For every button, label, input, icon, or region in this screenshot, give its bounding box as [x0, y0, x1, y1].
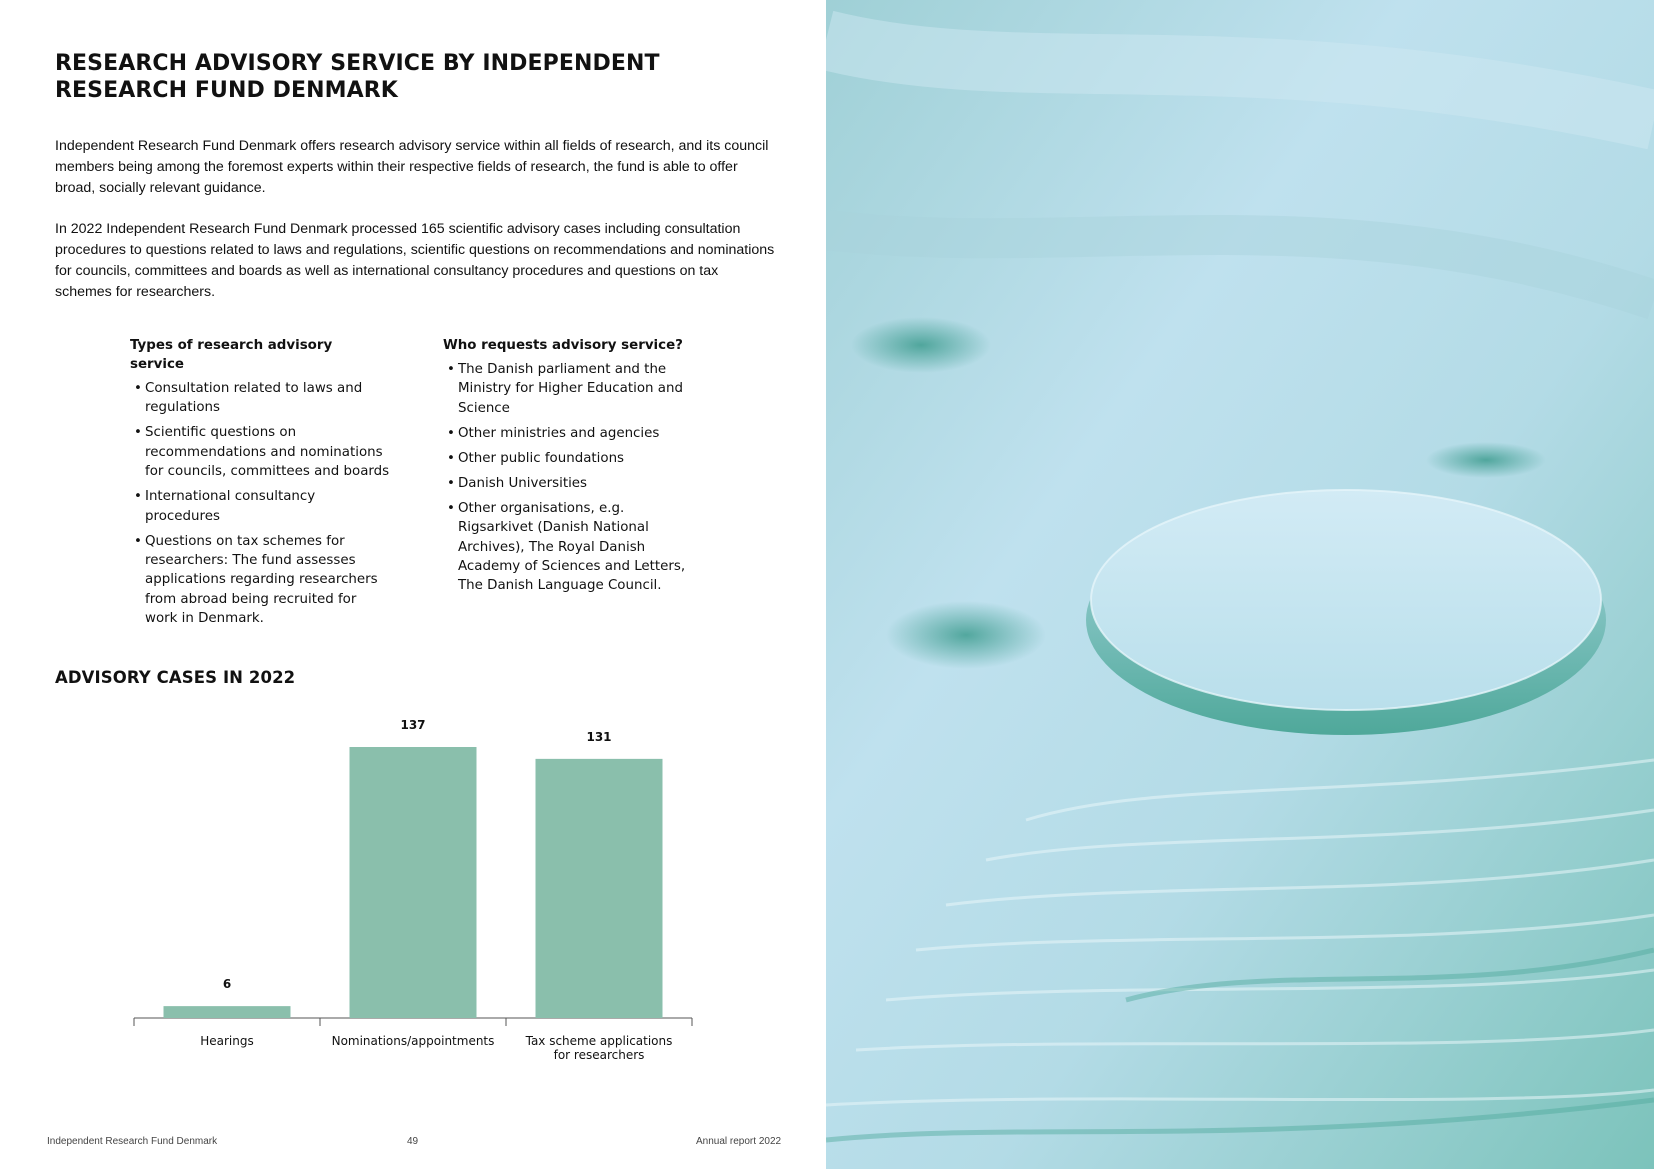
requesters-list-item: • Other organisations, e.g. Rigsarkivet (Danish National Archives), The Royal Danish Academy of Sciences and Letters, The Danish Language Council. [443, 499, 703, 596]
footer-page-number: 49 [407, 1136, 419, 1147]
types-list-item: • International consultancy procedures [130, 487, 390, 526]
category-label-1: Hearings [200, 1034, 254, 1048]
data-label-1: 6 [222, 977, 232, 992]
data-label-2: 137 [400, 718, 426, 732]
bar-3 [536, 759, 663, 1018]
requesters-list-item: • Other public foundations [443, 449, 703, 468]
requesters-heading: Who requests advisory service? [443, 338, 683, 353]
category-label-3: Tax scheme applications [525, 1034, 673, 1048]
page-title-line-2: RESEARCH FUND DENMARK [55, 78, 398, 103]
intro-paragraph: Independent Research Fund Denmark offers research advisory service within all fields of research, and its council members being among the foremost experts within their respective fields of research, the fund is able to offer broad, socially relevant guidance. [55, 138, 769, 196]
requesters-list-item: • The Danish parliament and the Ministry for Higher Education and Science [443, 360, 703, 418]
bar-2 [350, 747, 477, 1018]
bar-1 [164, 1006, 291, 1018]
types-list-item: • Scientific questions on recommendations and nominations for councils, committees and boards [130, 423, 390, 481]
chart-title: ADVISORY CASES IN 2022 [55, 668, 296, 687]
data-label-3: 131 [586, 729, 612, 744]
footer-report-title: Annual report 2022 [696, 1136, 782, 1147]
water-photo [826, 0, 1654, 1169]
requesters-list-item: • Danish Universities [443, 474, 703, 493]
water-disc-image [826, 0, 1654, 1169]
footer-organisation: Independent Research Fund Denmark [47, 1136, 218, 1147]
types-list-item: • Questions on tax schemes for researchers: The fund assesses applications regarding researchers from abroad being recruited for work in Denmark. [130, 532, 390, 629]
requesters-list-item: • Other ministries and agencies [443, 424, 703, 443]
cases-paragraph: In 2022 Independent Research Fund Denmark processed 165 scientific advisory cases including consultation procedures to questions related to laws and regulations, scientific questions on recommendations and nominations for councils, committees and boards as well as international consultancy procedures and questions on tax schemes for researchers. [55, 221, 775, 300]
left-page [0, 0, 826, 1169]
types-list-item: • Consultation related to laws and regulations [130, 379, 390, 418]
page-title-line-1: RESEARCH ADVISORY SERVICE BY INDEPENDENT [55, 51, 660, 76]
category-label-3: for researchers [553, 1048, 645, 1062]
category-label-2: Nominations/appointments [331, 1034, 495, 1048]
types-heading: Types of research advisory service [130, 338, 333, 372]
advisory-cases-bar-chart [0, 0, 826, 1100]
